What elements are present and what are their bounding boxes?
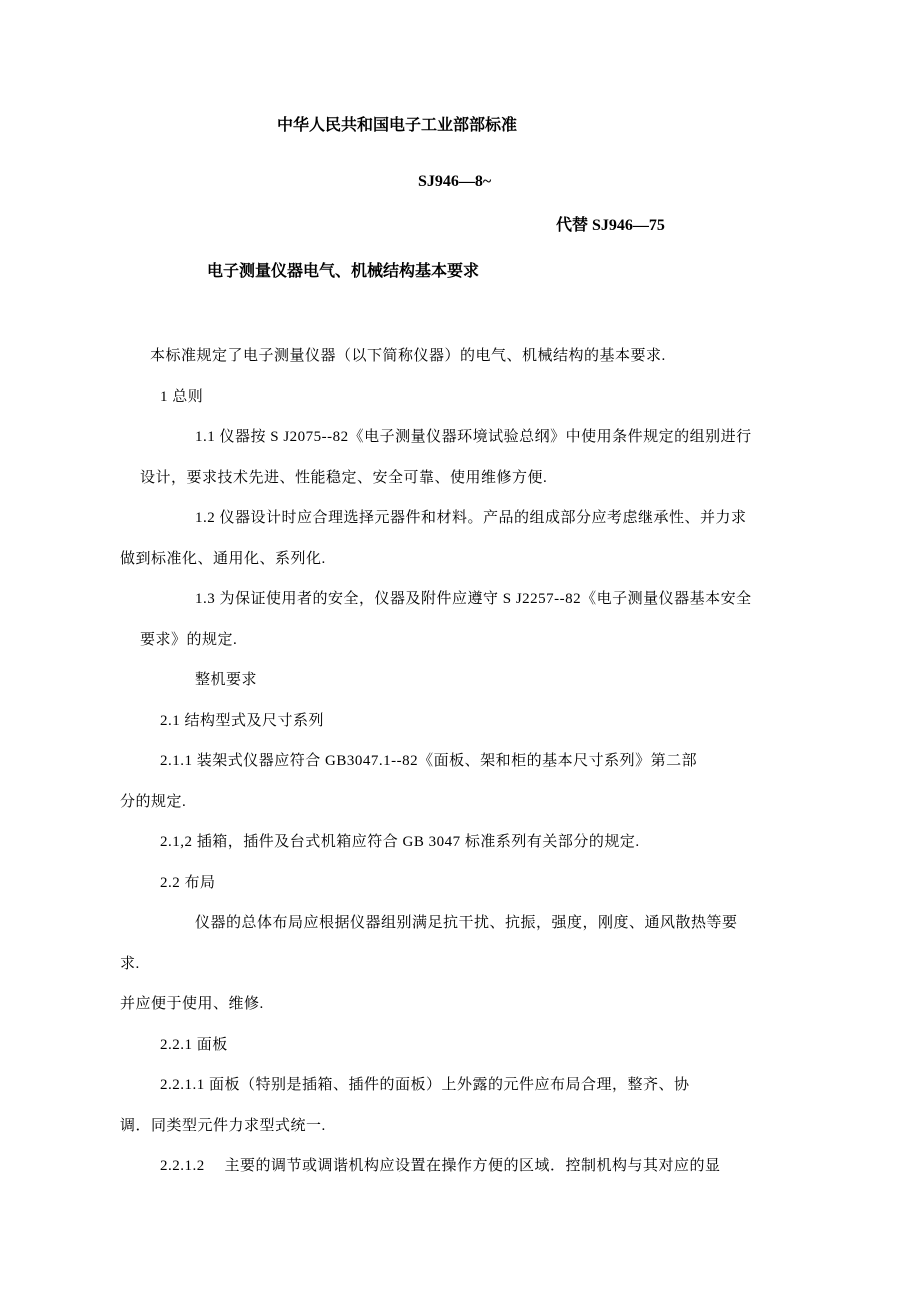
- doc-line: 1.1 仪器按 S J2075--82《电子测量仪器环境试验总纲》中使用条件规定的组别进行: [195, 429, 752, 445]
- doc-line: 2.1.1 装架式仪器应符合 GB3047.1--82《面板、架和柜的基本尺寸系列》第二部: [160, 753, 698, 769]
- doc-line: 并应便于使用、维修.: [120, 996, 264, 1012]
- header-org-line: 中华人民共和国电子工业部部标准: [277, 117, 518, 134]
- doc-line: 2.2.1.2 主要的调节或调谐机构应设置在操作方便的区域．控制机构与其对应的显: [160, 1158, 721, 1174]
- doc-line: 整机要求: [195, 672, 258, 688]
- supersedes-note: 代替 SJ946—75: [556, 217, 665, 234]
- doc-line: 2.2.1.1 面板（特别是插箱、插件的面板）上外露的元件应布局合理，整齐、协: [160, 1077, 690, 1093]
- doc-line: 1.3 为保证使用者的安全，仪器及附件应遵守 S J2257--82《电子测量仪器基本安全: [195, 591, 752, 607]
- doc-line: 分的规定.: [120, 793, 187, 810]
- doc-line: 2.1,2 插箱，插件及台式机箱应符合 GB 3047 标准系列有关部分的规定.: [160, 834, 640, 850]
- doc-line: 仪器的总体布局应根据仪器组别满足抗干扰、抗振，强度，刚度、通风散热等要: [195, 915, 738, 931]
- doc-line: 本标准规定了电子测量仪器（以下简称仪器）的电气、机械结构的基本要求.: [150, 348, 666, 364]
- doc-line: 要求》的规定.: [140, 631, 238, 648]
- doc-line: 做到标准化、通用化、系列化.: [120, 550, 326, 567]
- standard-number: SJ946—8~: [418, 173, 492, 190]
- doc-line: 求.: [120, 955, 140, 972]
- document-body: [120, 336, 840, 1187]
- doc-line: 1.2 仪器设计时应合理选择元器件和材料。产品的组成部分应考虑继承性、并力求: [195, 510, 747, 526]
- doc-line: 设计，要求技术先进、性能稳定、安全可靠、使用维修方便.: [140, 469, 548, 486]
- doc-line: 1 总则: [160, 388, 204, 405]
- document-title: 电子测量仪器电气、机械结构基本要求: [207, 263, 480, 280]
- doc-line: 调．同类型元件力求型式统一.: [120, 1117, 326, 1134]
- doc-line: 2.2.1 面板: [160, 1036, 228, 1053]
- doc-line: 2.1 结构型式及尺寸系列: [160, 712, 325, 729]
- doc-line: 2.2 布局: [160, 874, 216, 891]
